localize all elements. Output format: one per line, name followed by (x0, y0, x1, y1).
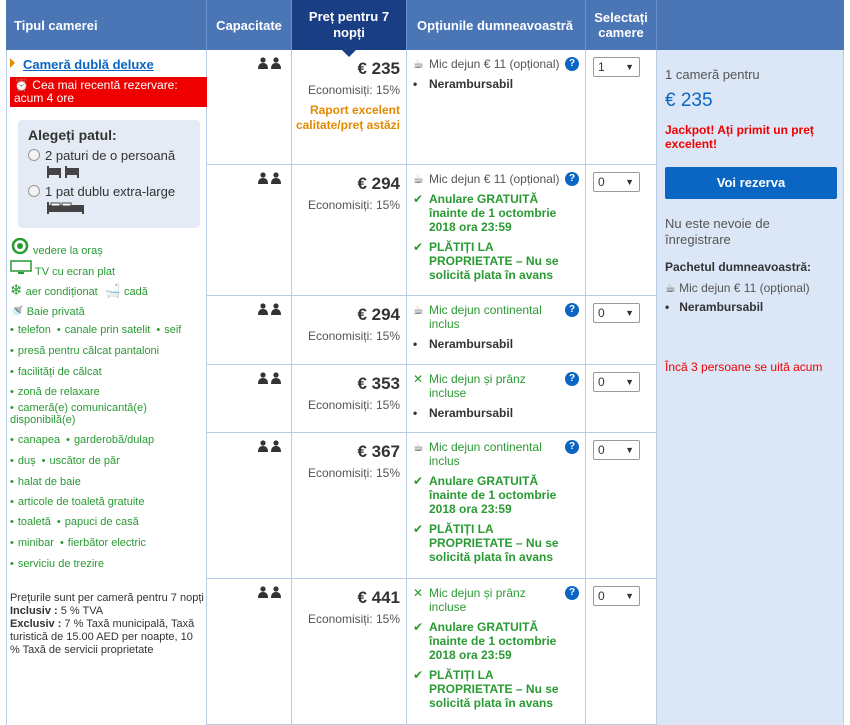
eye-icon (10, 238, 30, 254)
offer-option-text: PLĂTIȚI LA PROPRIETATE – Nu se solicită plata în avans (429, 668, 559, 710)
price-notes-line: Prețurile sunt per cameră pentru 7 nopți (10, 592, 204, 604)
price-cell (292, 579, 407, 724)
bullet-icon: • (10, 434, 14, 446)
bullet-icon: • (56, 324, 61, 336)
help-icon[interactable]: ? (565, 586, 579, 600)
offer-row (207, 50, 657, 165)
bullet-icon: • (10, 476, 14, 488)
total-price: € 235 (665, 90, 713, 111)
facility-ac-label: aer condiționat (25, 286, 98, 298)
options-cell (407, 579, 586, 724)
booking-summary (657, 50, 844, 725)
facility-label: Baie privată (26, 306, 85, 318)
fork-knife-icon: ✕ (413, 372, 424, 386)
offer-option-text: Mic dejun € 11 (opțional) (429, 57, 560, 71)
header-price[interactable] (292, 0, 407, 50)
bullet-icon: • (41, 455, 46, 467)
bullet-icon: • (665, 300, 670, 314)
chevron-down-icon: ▼ (625, 308, 634, 318)
offer-option (413, 57, 563, 71)
radio-button[interactable] (28, 185, 40, 197)
facility-ac-bath (10, 281, 148, 299)
two-persons-icon (257, 586, 283, 598)
bed-option-king[interactable] (28, 184, 190, 215)
facility-row (10, 496, 200, 508)
jackpot-message: Jackpot! Ați primit un preț excelent! (665, 123, 814, 151)
facility-label: telefon (17, 324, 51, 336)
offer-option (413, 337, 563, 351)
offer-option-text: Mic dejun continental inclus (429, 303, 542, 331)
select-cell (586, 50, 657, 164)
reserve-button[interactable]: Voi rezerva (665, 167, 837, 199)
header-room-type: Tipul camerei (6, 0, 207, 50)
facility-label: uscător de păr (49, 455, 120, 467)
checkmark-icon: ✔ (413, 192, 424, 206)
two-persons-icon (257, 57, 283, 69)
options-cell (407, 296, 586, 364)
facility-label: garderobă/dulap (73, 434, 155, 446)
coffee-cup-icon: ☕ (413, 303, 424, 317)
facility-label: zonă de relaxare (17, 386, 100, 398)
offer-option (413, 192, 563, 234)
offer-price: € 235 (357, 59, 400, 78)
offer-option (413, 240, 563, 282)
facility-row (10, 324, 200, 336)
offer-row (207, 579, 657, 725)
bullet-icon: • (10, 516, 14, 528)
facility-label: TV cu ecran plat (35, 266, 116, 278)
package-refund-text: Nerambursabil (679, 300, 764, 314)
bullet-icon: • (10, 345, 14, 357)
capacity-cell (207, 579, 292, 724)
two-persons-icon (257, 372, 283, 384)
offer-option-text: PLĂTIȚI LA PROPRIETATE – Nu se solicită plata în avans (429, 522, 559, 564)
offer-option (413, 668, 563, 710)
double-bed-icon (46, 201, 86, 215)
capacity-cell (207, 433, 292, 578)
offer-option (413, 440, 563, 468)
help-icon[interactable]: ? (565, 440, 579, 454)
chevron-down-icon: ▼ (625, 445, 634, 455)
bullet-icon: • (10, 496, 14, 508)
shower-icon: 🚿 (10, 306, 24, 318)
bed-choice-title: Alegeți patul: (28, 127, 117, 143)
offer-row (207, 296, 657, 365)
facility-label: presă pentru călcat pantaloni (17, 345, 160, 357)
help-icon[interactable]: ? (565, 303, 579, 317)
price-cell (292, 365, 407, 432)
select-cell (586, 365, 657, 432)
facility-row (10, 366, 200, 378)
header-options: Opțiunile dumneavoastră (407, 0, 586, 50)
bullet-icon: • (10, 386, 14, 398)
facility-label: seif (164, 324, 182, 336)
facility-row (10, 434, 200, 446)
help-icon[interactable]: ? (565, 172, 579, 186)
facility-bath-label: cadă (124, 286, 148, 298)
included-label: Inclusiv : (10, 605, 58, 617)
bullet-icon: • (59, 537, 64, 549)
offer-option-text: PLĂTIȚI LA PROPRIETATE – Nu se solicită plata în avans (429, 240, 559, 282)
header-capacity: Capacitate (207, 0, 292, 50)
no-registration-text: Nu este nevoie de înregistrare (665, 216, 770, 247)
offer-option (413, 474, 563, 516)
coffee-cup-icon: ☕ (665, 281, 676, 295)
offer-price: € 441 (357, 588, 400, 607)
facility-row (10, 537, 200, 549)
facility-row (10, 558, 200, 570)
price-cell (292, 296, 407, 364)
bullet-icon: • (156, 324, 161, 336)
offer-option-text: Nerambursabil (429, 77, 514, 91)
bullet-icon: • (10, 537, 14, 549)
facility-tv (10, 260, 115, 278)
bullet-icon: • (413, 406, 418, 420)
package-breakfast (665, 281, 810, 295)
bed-option-king-label: 1 pat dublu extra-large (45, 184, 176, 199)
snowflake-icon: ❄ (10, 282, 23, 299)
offer-option (413, 303, 563, 331)
facility-row (10, 402, 200, 426)
offer-option (413, 522, 563, 564)
chevron-down-icon: ▼ (625, 62, 634, 72)
header-price-label: Preț pentru 7 nopți (308, 9, 390, 40)
offer-option-text: Mic dejun și prânz incluse (429, 586, 526, 614)
bed-option-twin[interactable] (28, 148, 190, 179)
two-persons-icon (257, 172, 283, 184)
facility-label: halat de baie (17, 476, 81, 488)
capacity-cell (207, 165, 292, 295)
package-refund (665, 300, 763, 314)
facility-label: vedere la oraș (33, 245, 103, 257)
radio-button[interactable] (28, 149, 40, 161)
facility-row (10, 455, 200, 467)
offer-option-text: Anulare GRATUITĂ înainte de 1 octombrie 2018 ora 23:59 (429, 474, 557, 516)
package-breakfast-text: Mic dejun € 11 (opțional) (679, 281, 810, 295)
offer-option-text: Mic dejun € 11 (opțional) (429, 172, 560, 186)
options-cell (407, 50, 586, 164)
caret-right-icon (10, 58, 15, 68)
select-cell (586, 433, 657, 578)
watching-now-text: Încă 3 persoane se uită acum (665, 360, 823, 374)
bullet-icon: • (413, 77, 418, 91)
options-cell (407, 365, 586, 432)
room-quantity-value: 0 (598, 589, 605, 603)
room-quantity-value: 1 (598, 60, 605, 74)
bullet-icon: • (56, 516, 61, 528)
room-name-link[interactable] (10, 57, 154, 72)
bullet-icon: • (413, 337, 418, 351)
chevron-down-icon: ▼ (625, 377, 634, 387)
facility-row (10, 516, 200, 528)
offer-savings: Economisiți: 15% (307, 612, 400, 626)
offer-savings: Economisiți: 15% (307, 329, 400, 343)
bed-choice-box (18, 120, 200, 228)
offer-option (413, 77, 563, 91)
excluded-value: 7 % Taxă municipală, Taxă turistică de 15.00 AED per noapte, 10 % Taxă de servicii proprietate (10, 618, 195, 656)
bed-option-twin-label: 2 paturi de o persoană (45, 148, 176, 163)
price-cell (292, 165, 407, 295)
offer-option-text: Mic dejun continental inclus (429, 440, 542, 468)
offer-price: € 294 (357, 174, 400, 193)
fork-knife-icon: ✕ (413, 586, 424, 600)
tv-icon (10, 260, 32, 275)
excluded-label: Exclusiv : (10, 618, 62, 630)
offer-option-text: Anulare GRATUITĂ înainte de 1 octombrie 2018 ora 23:59 (429, 192, 557, 234)
bullet-icon: • (10, 558, 14, 570)
recent-booking-text: Cea mai recentă rezervare: acum 4 ore (14, 78, 178, 105)
facility-row (10, 386, 200, 398)
offer-price: € 294 (357, 305, 400, 324)
facility-label: canapea (17, 434, 61, 446)
offer-option (413, 172, 563, 186)
checkmark-icon: ✔ (413, 474, 424, 488)
select-cell (586, 296, 657, 364)
facility-label: minibar (17, 537, 54, 549)
offer-option (413, 372, 563, 400)
room-quantity-select[interactable] (593, 172, 640, 192)
room-quantity-value: 0 (598, 375, 605, 389)
capacity-cell (207, 50, 292, 164)
capacity-cell (207, 296, 292, 364)
room-quantity-value: 0 (598, 175, 605, 189)
offer-savings: Economisiți: 15% (307, 466, 400, 480)
chevron-down-icon: ▼ (625, 177, 634, 187)
price-cell (292, 50, 407, 164)
facility-label: papuci de casă (64, 516, 139, 528)
room-info-column (6, 50, 207, 725)
bullet-icon: • (66, 434, 70, 446)
offer-row (207, 433, 657, 579)
offer-option-text: Mic dejun și prânz incluse (429, 372, 526, 400)
package-title: Pachetul dumneavoastră: (665, 260, 812, 274)
alarm-clock-icon: ⏰ (14, 78, 29, 92)
offer-savings: Economisiți: 15% (307, 83, 400, 97)
room-quantity-select[interactable] (593, 586, 640, 606)
options-cell (407, 165, 586, 295)
checkmark-icon: ✔ (413, 668, 424, 682)
facility-label: fierbător electric (67, 537, 147, 549)
facility-label: facilități de călcat (17, 366, 102, 378)
facility-private-bath (10, 305, 85, 318)
rooms-for-text: 1 cameră pentru (665, 67, 760, 82)
offer-option-text: Anulare GRATUITĂ înainte de 1 octombrie 2018 ora 23:59 (429, 620, 557, 662)
offer-row (207, 365, 657, 433)
capacity-cell (207, 365, 292, 432)
checkmark-icon: ✔ (413, 522, 424, 536)
facility-label: toaletă (17, 516, 51, 528)
facility-label: serviciu de trezire (17, 558, 105, 570)
two-persons-icon (257, 303, 283, 315)
facility-label: articole de toaletă gratuite (17, 496, 145, 508)
offer-option (413, 620, 563, 662)
price-cell (292, 433, 407, 578)
room-quantity-select[interactable] (593, 57, 640, 77)
help-icon[interactable]: ? (565, 372, 579, 386)
facility-row (10, 476, 200, 488)
bullet-icon: • (10, 455, 14, 467)
price-notes (10, 592, 205, 657)
facility-label: canale prin satelit (64, 324, 151, 336)
facility-label: duș (17, 455, 36, 467)
help-icon[interactable]: ? (565, 57, 579, 71)
offer-option-text: Nerambursabil (429, 406, 514, 420)
header-select-rooms: Selectați camere (586, 0, 657, 50)
checkmark-icon: ✔ (413, 620, 424, 634)
options-cell (407, 433, 586, 578)
offer-savings: Economisiți: 15% (307, 198, 400, 212)
offer-savings: Economisiți: 15% (307, 398, 400, 412)
room-quantity-value: 0 (598, 443, 605, 457)
offer-row (207, 165, 657, 296)
offer-price: € 353 (357, 374, 400, 393)
facility-row (10, 345, 200, 357)
two-beds-icon (46, 165, 82, 179)
bullet-icon: • (10, 366, 14, 378)
included-tax (10, 605, 205, 618)
room-quantity-select[interactable] (593, 372, 640, 392)
room-quantity-select[interactable] (593, 303, 640, 323)
value-ratio-label: Raport excelent calitate/preț astăzi (295, 103, 400, 132)
header-summary (657, 0, 844, 50)
offer-option-text: Nerambursabil (429, 337, 514, 351)
offer-price: € 367 (357, 442, 400, 461)
offer-option (413, 406, 563, 420)
facility-city-view (10, 238, 103, 257)
coffee-cup-icon: ☕ (413, 57, 424, 71)
two-persons-icon (257, 440, 283, 452)
bullet-icon: • (10, 324, 14, 336)
room-name-text: Cameră dublă deluxe (23, 57, 154, 72)
chevron-down-icon: ▼ (625, 591, 634, 601)
checkmark-icon: ✔ (413, 240, 424, 254)
offer-option (413, 586, 563, 614)
select-cell (586, 579, 657, 724)
coffee-cup-icon: ☕ (413, 172, 424, 186)
bullet-icon: • (10, 402, 14, 414)
bathtub-icon: 🛁 (104, 283, 121, 298)
coffee-cup-icon: ☕ (413, 440, 424, 454)
select-cell (586, 165, 657, 295)
recent-booking-badge (10, 77, 207, 107)
room-quantity-value: 0 (598, 306, 605, 320)
included-value: 5 % TVA (60, 605, 104, 617)
facility-label: cameră(e) comunicantă(e) disponibilă(e) (10, 402, 147, 426)
excluded-tax (10, 618, 205, 657)
room-quantity-select[interactable] (593, 440, 640, 460)
